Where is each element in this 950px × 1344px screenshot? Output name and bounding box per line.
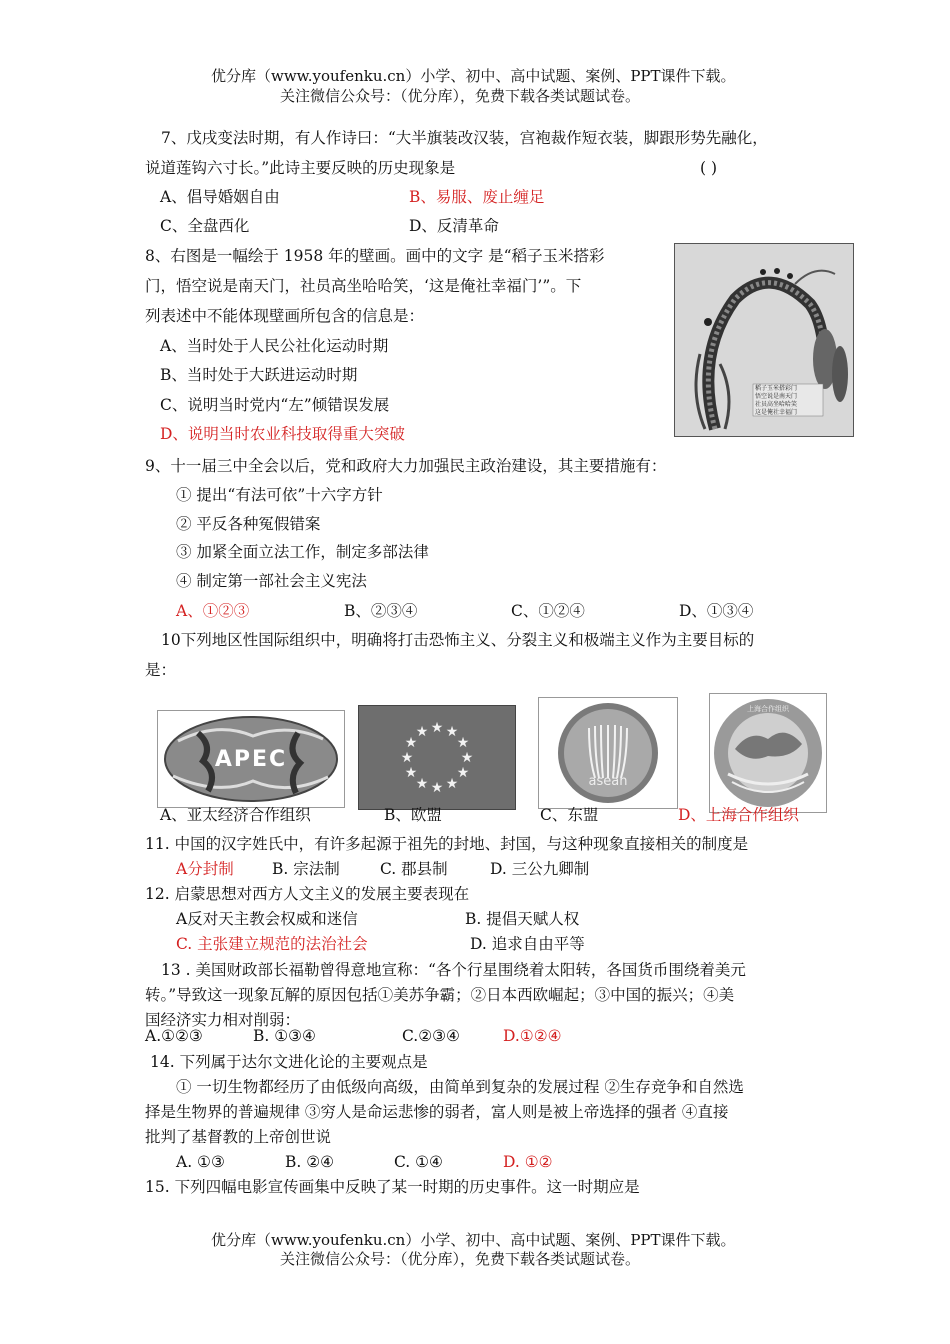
footer-line-1: 优分库（www.youfenku.cn）小学、初中、高中试题、案例、PPT课件下载。 xyxy=(211,1231,736,1249)
q8-stem-line-1: 8、右图是一幅绘于 1958 年的壁画。画中的文字 是“稻子玉米搭彩 xyxy=(145,247,605,265)
q12-option-c: C. 主张建立规范的法治社会 xyxy=(176,935,368,953)
asean-label: asean xyxy=(588,774,628,789)
q9-stem: 9、十一届三中全会以后，党和政府大力加强民主政治建设，其主要措施有： xyxy=(145,457,667,475)
apec-label: APEC xyxy=(214,747,288,772)
q9-option-a: A、①②③ xyxy=(176,602,250,620)
q9-item-2: ② 平反各种冤假错案 xyxy=(176,515,321,533)
q8-option-c: C、说明当时党内“左”倾错误发展 xyxy=(160,396,390,414)
svg-text:★: ★ xyxy=(415,776,429,792)
q12-stem: 12. 启蒙思想对西方人文主义的发展主要表现在 xyxy=(145,885,470,903)
q13-stem-line-2: 转。”导致这一现象瓦解的原因包括①美苏争霸；②日本西欧崛起；③中国的振兴；④美 xyxy=(145,986,735,1004)
mural-image xyxy=(674,243,854,437)
q7-stem-line-2: 说道莲钩六寸长。”此诗主要反映的历史现象是 xyxy=(145,159,456,177)
q8-stem-line-3: 列表述中不能体现壁画所包含的信息是： xyxy=(145,307,425,325)
header-line-2: 关注微信公众号：（优分库），免费下载各类试题试卷。 xyxy=(280,87,641,105)
asean-logo xyxy=(538,697,678,809)
q12-option-a: A反对天主教会权威和迷信 xyxy=(176,910,358,928)
footer-line-2: 关注微信公众号：（优分库），免费下载各类试题试卷。 xyxy=(280,1250,641,1268)
sco-logo xyxy=(709,693,827,813)
q7-option-d: D、反清革命 xyxy=(409,217,499,235)
q11-option-c: C. 郡县制 xyxy=(380,860,448,878)
q9-item-3: ③ 加紧全面立法工作，制定多部法律 xyxy=(176,543,429,561)
q8-option-a: A、当时处于人民公社化运动时期 xyxy=(160,337,389,355)
q13-option-a: A.①②③ xyxy=(145,1027,203,1045)
sco-top-label: 上海合作组织 xyxy=(747,705,789,713)
q11-option-b: B. 宗法制 xyxy=(272,860,340,878)
svg-text:★: ★ xyxy=(456,735,470,751)
q12-option-d: D. 追求自由平等 xyxy=(470,935,585,953)
q7-option-a: A、倡导婚姻自由 xyxy=(160,188,280,206)
q13-option-c: C.②③④ xyxy=(402,1027,460,1045)
q13-stem-line-1: 13 . 美国财政部长福勒曾得意地宣称：“各个行星围绕着太阳转，各国货币围绕着美元 xyxy=(161,961,746,979)
q15-stem: 15. 下列四幅电影宣传画集中反映了某一时期的历史事件。这一时期应是 xyxy=(145,1178,640,1196)
svg-text:★: ★ xyxy=(404,765,418,781)
q10-option-b: B、欧盟 xyxy=(384,806,442,824)
eu-flag xyxy=(358,705,516,810)
q14-stem-line-3: 择是生物界的普遍规律 ③穷人是命运悲惨的弱者，富人则是被上帝选择的强者 ④直接 xyxy=(145,1103,729,1121)
svg-text:★: ★ xyxy=(415,724,429,740)
q7-answer-paren: ( ) xyxy=(700,159,718,177)
apec-logo xyxy=(157,710,345,808)
eu-stars-icon xyxy=(359,706,515,809)
q10-stem-line-1: 10下列地区性国际组织中，明确将打击恐怖主义、分裂主义和极端主义作为主要目标的 xyxy=(161,631,755,649)
q9-option-c: C、①②④ xyxy=(511,602,585,620)
q11-option-d: D. 三公九卿制 xyxy=(490,860,590,878)
q7-option-c: C、全盘西化 xyxy=(160,217,250,235)
svg-text:★: ★ xyxy=(456,765,470,781)
q8-option-d: D、说明当时农业科技取得重大突破 xyxy=(160,425,405,443)
svg-text:★: ★ xyxy=(460,750,474,766)
svg-text:★: ★ xyxy=(430,780,444,796)
q14-option-d: D. ①② xyxy=(503,1153,553,1171)
q7-stem-line-1: 7、戊戌变法时期，有人作诗曰：“大半旗装改汉装，宫袍裁作短衣装，脚跟形势先融化， xyxy=(161,129,768,147)
q13-option-d: D.①②④ xyxy=(503,1027,562,1045)
q11-stem: 11. 中国的汉字姓氏中，有许多起源于祖先的封地、封国，与这种现象直接相关的制度是 xyxy=(145,835,749,853)
q14-stem-line-2: ① 一切生物都经历了由低级向高级，由简单到复杂的发展过程 ②生存竞争和自然选 xyxy=(176,1078,744,1096)
q9-option-d: D、①③④ xyxy=(679,602,754,620)
q9-item-1: ① 提出“有法可依”十六字方针 xyxy=(176,486,383,504)
q14-option-b: B. ②④ xyxy=(285,1153,335,1171)
q10-option-d: D、上海合作组织 xyxy=(678,806,799,824)
q10-option-c: C、东盟 xyxy=(540,806,599,824)
svg-text:★: ★ xyxy=(404,735,418,751)
asean-emblem-icon xyxy=(539,698,677,808)
q10-stem-line-2: 是： xyxy=(145,661,177,679)
q14-stem-line-4: 批判了基督教的上帝创世说 xyxy=(145,1128,332,1146)
q7-option-b: B、易服、废止缠足 xyxy=(409,188,545,206)
svg-text:★: ★ xyxy=(445,776,459,792)
q11-option-a: A分封制 xyxy=(176,860,234,878)
q13-stem-line-3: 国经济实力相对削弱： xyxy=(145,1011,301,1029)
mural-caption: 稻子玉米搭彩门 悟空说是南天门 社员高坐哈哈笑 这是俺社幸福门 xyxy=(755,385,798,416)
q14-option-c: C. ①④ xyxy=(394,1153,443,1171)
svg-text:★: ★ xyxy=(400,750,414,766)
q8-option-b: B、当时处于大跃进运动时期 xyxy=(160,366,358,384)
q14-option-a: A. ①③ xyxy=(176,1153,225,1171)
q12-option-b: B. 提倡天赋人权 xyxy=(465,910,580,928)
q14-stem-line-1: 14. 下列属于达尔文进化论的主要观点是 xyxy=(150,1053,428,1071)
q10-option-a: A、亚太经济合作组织 xyxy=(160,806,311,824)
q13-option-b: B. ①③④ xyxy=(253,1027,316,1045)
q9-option-b: B、②③④ xyxy=(344,602,418,620)
q9-item-4: ④ 制定第一部社会主义宪法 xyxy=(176,572,367,590)
header-line-1: 优分库（www.youfenku.cn）小学、初中、高中试题、案例、PPT课件下载。 xyxy=(211,67,736,85)
q8-stem-line-2: 门，悟空说是南天门，社员高坐哈哈笑，‘这是俺社幸福门’”。下 xyxy=(145,277,582,295)
svg-text:★: ★ xyxy=(430,720,444,736)
svg-text:★: ★ xyxy=(445,724,459,740)
